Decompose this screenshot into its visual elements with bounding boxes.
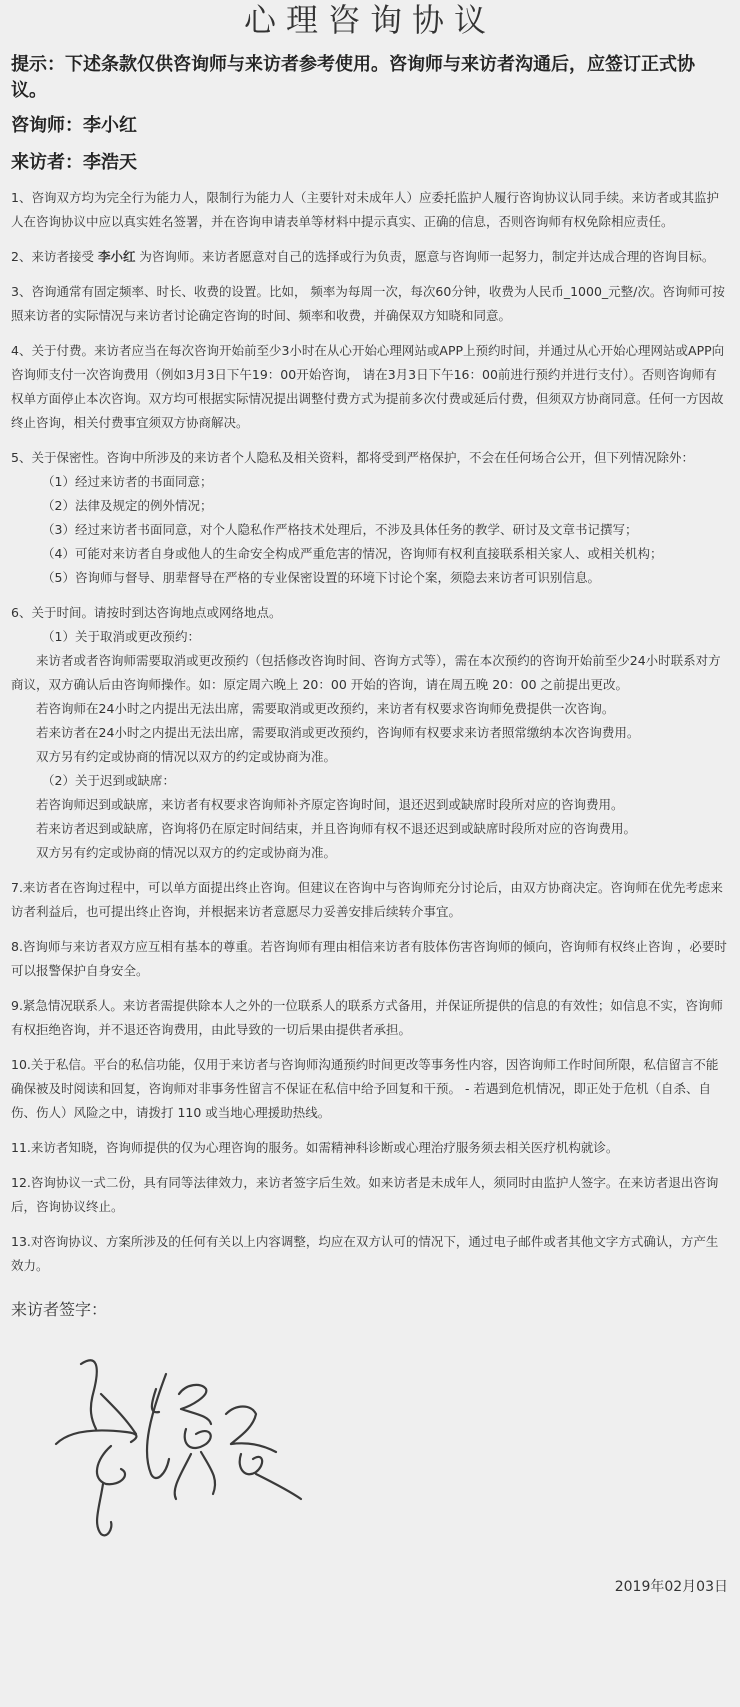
signature-label: 来访者签字：	[11, 1300, 108, 1319]
clause-list	[11, 186, 729, 1278]
counselor-name: 咨询师：李小红	[11, 115, 137, 136]
clause-9: 9.紧急情况联系人。来访者需提供除本人之外的一位联系人的联系方式备用，并保证所提供的信息的有效性；如信息不实，咨询师有权拒绝咨询，并不退还咨询费用，由此导致的一切后果由提供者承担。	[11, 998, 723, 1037]
clause-4: 4、关于付费。来访者应当在每次咨询开始前至少3小时在从心开始心理网站或APP上预约时间，并通过从心开始心理网站或APP向咨询师支付一次咨询费用（例如3月3日下午19：00开始咨询， 请在3月3日下午16：00前进行预约并进行支付）。否则咨询师有权单方面停止本次咨询。双方均可根据实际情况提出调整付费方式为提前多次付费或延后付费，但须双方协商同意。任何一方因故终止咨询，相关付费事宜须双方协商解决。	[11, 343, 725, 430]
clause-13: 13.对咨询协议、方案所涉及的任何有关以上内容调整，均应在双方认可的情况下，通过电子邮件或者其他文字方式确认，方产生效力。	[11, 1234, 719, 1273]
sub-heading: （2）关于迟到或缺席：	[42, 773, 175, 788]
list-item: （3）经过来访者书面同意，对个人隐私作严格技术处理后，不涉及具体任务的教学、研讨及文章书记撰写；	[42, 522, 638, 537]
clause-5: 5、关于保密性。咨询中所涉及的来访者个人隐私及相关资料，都将受到严格保护，不会在任何场合公开，但下列情况除外： （1）经过来访者的书面同意； （2）法律及规定的例外情况； （3）经过来访者书面同意，对个人隐私作严格技术处理后，不涉及具体任务的教学、研讨及文章书记撰写； （4）可能对来访者自身或他人的生命安全构成严重危害的情况，咨询师有权利直接联系相关家人、或相关机构； （5）咨询师与督导、朋辈督导在严格的专业保密设置的环境下讨论个案，须隐去来访者可识别信息。	[11, 446, 729, 590]
list-item: （5）咨询师与督导、朋辈督导在严格的专业保密设置的环境下讨论个案，须隐去来访者可识别信息。	[42, 570, 600, 585]
clause-3: 3、咨询通常有固定频率、时长、收费的设置。比如， 频率为每周一次，每次60分钟，收费为人民币_1000_元整/次。咨询师可按照来访者的实际情况与来访者讨论确定咨询的时间、频率和收费，并确保双方知晓和同意。	[11, 284, 725, 323]
clause-6: 6、关于时间。请按时到达咨询地点或网络地点。 （1）关于取消或更改预约： 来访者或者咨询师需要取消或更改预约（包括修改咨询时间、咨询方式等），需在本次预约的咨询开始前至少24小时联系对方商议，双方确认后由咨询师操作。如：原定周六晚上 20：00 开始的咨询，请在周五晚 20：00 之前提出更改。 若咨询师在24小时之内提出无法出席，需要取消或更改预约，来访者有权要求咨询师免费提供一次咨询。 若来访者在24小时之内提出无法出席，需要取消或更改预约，咨询师有权要求来访者照常缴纳本次咨询费用。 双方另有约定或协商的情况以双方的约定或协商为准。 （2）关于迟到或缺席： 若咨询师迟到或缺席，来访者有权要求咨询师补齐原定咨询时间，退还迟到或缺席时段所对应的咨询费用。 若来访者迟到或缺席，咨询将仍在原定时间结束，并且咨询师有权不退还迟到或缺席时段所对应的咨询费用。 双方另有约定或协商的情况以双方的约定或协商为准。	[11, 601, 729, 865]
list-item: （4）可能对来访者自身或他人的生命安全构成严重危害的情况，咨询师有权利直接联系相关家人、或相关机构；	[42, 546, 663, 561]
page-title: 心理咨询协议	[243, 1, 496, 39]
clause-10: 10.关于私信。平台的私信功能，仅用于来访者与咨询师沟通预约时间更改等事务性内容，因咨询师工作时间所限，私信留言不能确保被及时阅读和回复，咨询师对非事务性留言不保证在私信中给予回复和干预。 - 若遇到危机情况，即正处于危机（自杀、自伤、伤人）风险之中，请拨打 110 或当地心理援助热线。	[11, 1057, 719, 1120]
clause-1: 1、咨询双方均为完全行为能力人，限制行为能力人（主要针对未成年人）应委托监护人履行咨询协议认同手续。来访者或其监护人在咨询协议中应以真实姓名签署，并在咨询申请表单等材料中提示真实、正确的信息，否则咨询师有权免除相应责任。	[11, 190, 719, 229]
notice-text: 提示：下述条款仅供咨询师与来访者参考使用。咨询师与来访者沟通后，应签订正式协议。	[11, 54, 695, 101]
counselor-name-inline: 李小红	[97, 249, 136, 264]
clause-2: 2、来访者接受 李小红 为咨询师。来访者愿意对自己的选择或行为负责，愿意与咨询师一起努力，制定并达成合理的咨询目标。	[11, 249, 715, 264]
clause-11: 11.来访者知晓，咨询师提供的仅为心理咨询的服务。如需精神科诊断或心理治疗服务须去相关医疗机构就诊。	[11, 1140, 619, 1155]
handwritten-signature	[41, 1334, 321, 1554]
list-item: （1）经过来访者的书面同意；	[42, 474, 213, 489]
clause-8: 8.咨询师与来访者双方应互相有基本的尊重。若咨询师有理由相信来访者有肢体伤害咨询师的倾向，咨询师有权终止咨询 ，必要时可以报警保护自身安全。	[11, 939, 727, 978]
list-item: （2）法律及规定的例外情况；	[42, 498, 213, 513]
signature-date: 2019年02月03日	[614, 1579, 728, 1595]
clause-7: 7.来访者在咨询过程中，可以单方面提出终止咨询。但建议在咨询中与咨询师充分讨论后，由双方协商决定。咨询师在优先考虑来访者利益后，也可提出终止咨询，并根据来访者意愿尽力妥善安排后续转介事宜。	[11, 880, 723, 919]
signature-area	[11, 1324, 729, 1574]
client-name: 来访者：李浩天	[11, 152, 137, 173]
clause-12: 12.咨询协议一式二份，具有同等法律效力，来访者签字后生效。如来访者是未成年人，须同时由监护人签字。在来访者退出咨询后，咨询协议终止。	[11, 1175, 719, 1214]
sub-heading: （1）关于取消或更改预约：	[42, 629, 200, 644]
